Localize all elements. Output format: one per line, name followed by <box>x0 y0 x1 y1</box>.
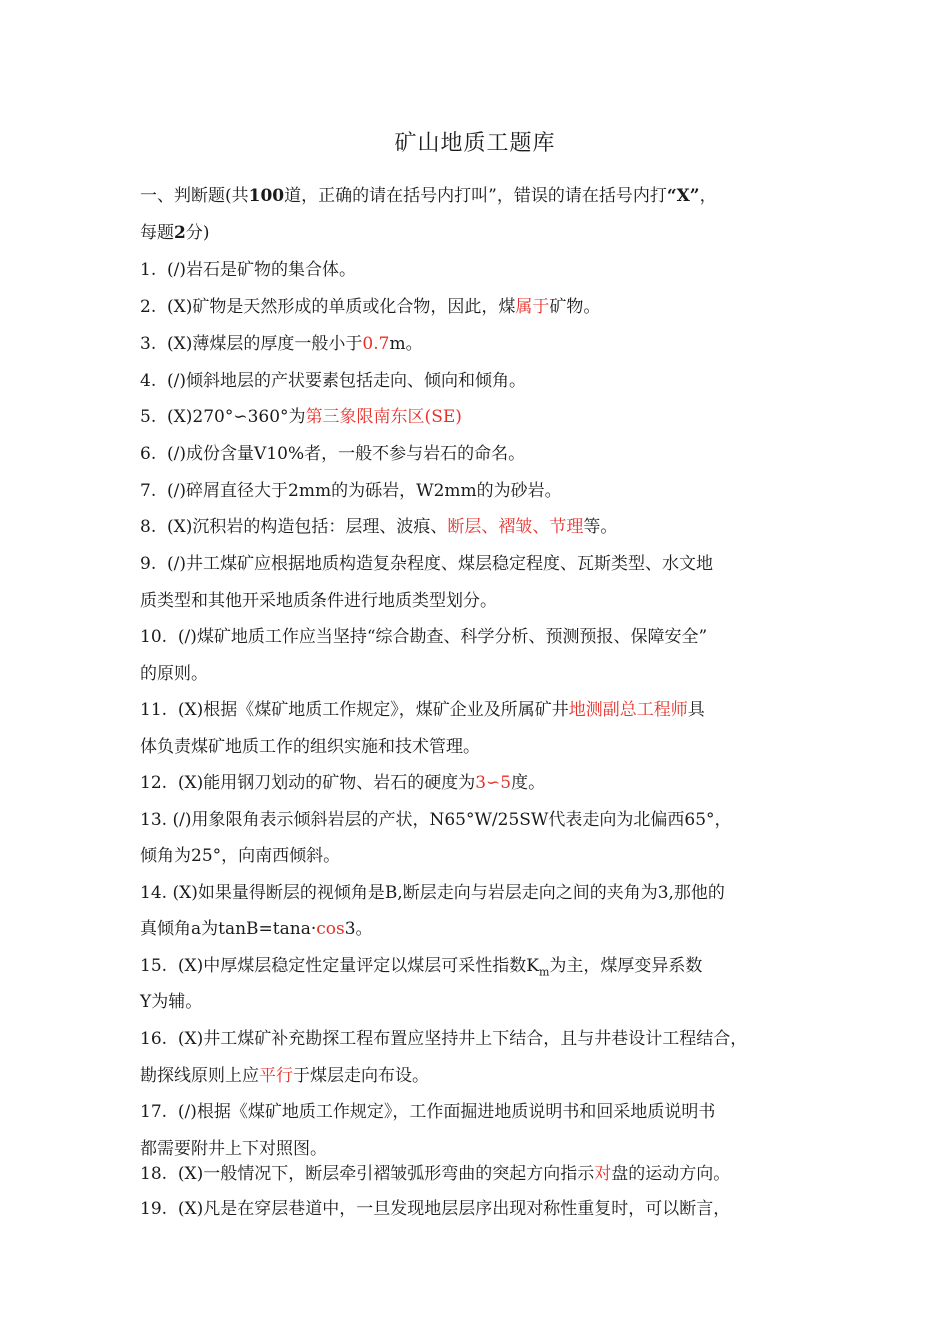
question-13 <box>140 809 732 831</box>
question-11-continuation <box>140 736 480 758</box>
question-text-end: 于煤层走向布设。 <box>293 1066 429 1086</box>
question-text: 倾角为25°，向南西倾斜。 <box>140 846 341 866</box>
question-number: 18. <box>140 1164 168 1184</box>
question-number: 1. <box>140 260 157 280</box>
question-text: (X)如果量得断层的视倾角是B,断层走向与岩层走向之间的夹角为3,那他的 <box>172 883 725 903</box>
question-text: (X)270°∽360°为 <box>167 407 306 427</box>
points-suffix: 分) <box>185 223 210 243</box>
question-2 <box>140 296 600 318</box>
question-16 <box>140 1028 747 1050</box>
question-6 <box>140 443 525 465</box>
question-13-continuation <box>140 845 340 867</box>
question-text: (X)能用钢刀划动的矿物、岩石的硬度为 <box>177 773 476 793</box>
question-text: (/)倾斜地层的产状要素包括走向、倾向和倾角。 <box>167 371 527 391</box>
question-number: 6. <box>140 444 157 464</box>
question-text: (X)中厚煤层稳定性定量评定以煤层可采性指数K <box>177 956 539 976</box>
question-10-continuation <box>140 663 208 685</box>
question-text-end: 3。 <box>344 919 373 939</box>
question-16-continuation <box>140 1065 429 1087</box>
question-12 <box>140 772 545 794</box>
question-14 <box>140 882 725 904</box>
question-15-continuation <box>140 991 202 1013</box>
question-count: 100 <box>248 186 285 206</box>
question-10 <box>140 626 707 648</box>
points-value: 2 <box>174 223 186 243</box>
subscript: m <box>538 965 550 979</box>
question-text-end: 具 <box>687 700 705 720</box>
question-3 <box>140 333 423 355</box>
question-text-end: 度。 <box>511 773 546 793</box>
question-text-end: m。 <box>389 334 423 354</box>
question-text: (X)根据《煤矿地质工作规定》，煤矿企业及所属矿井 <box>177 700 569 720</box>
question-number: 9. <box>140 554 157 574</box>
question-text: (/)根据《煤矿地质工作规定》，工作面掘进地质说明书和回采地质说明书 <box>177 1102 716 1122</box>
question-text: Y为辅。 <box>140 992 203 1012</box>
question-text: (/)井工煤矿应根据地质构造复杂程度、煤层稳定程度、瓦斯类型、水文地 <box>167 554 714 574</box>
question-11 <box>140 699 705 721</box>
highlighted-text: 断层、褶皱、节理 <box>447 517 584 537</box>
question-number: 5. <box>140 407 157 427</box>
question-number: 2. <box>140 297 157 317</box>
section-heading-line-1 <box>140 185 717 207</box>
question-number: 17. <box>140 1102 168 1122</box>
question-text: 质类型和其他开采地质条件进行地质类型划分。 <box>140 591 497 611</box>
question-number: 3. <box>140 334 157 354</box>
question-number: 4. <box>140 371 157 391</box>
punctuation: ， <box>699 186 717 206</box>
question-text: (/)岩石是矿物的集合体。 <box>167 260 357 280</box>
question-4 <box>140 370 526 392</box>
question-text: 的原则。 <box>140 664 208 684</box>
highlighted-text: 0.7 <box>362 334 390 354</box>
points-prefix: 每题 <box>140 223 174 243</box>
highlighted-text: 地测副总工程师 <box>568 700 688 720</box>
highlighted-text: 第三象限南东区(SE) <box>305 407 462 427</box>
question-number: 8. <box>140 517 157 537</box>
question-text: (/)用象限角表示倾斜岩层的产状，N65°W/25SW代表走向为北偏西65°， <box>172 810 732 830</box>
document-title: 矿山地质工题库 <box>394 131 556 156</box>
question-text: (X)一般情况下，断层牵引褶皱弧形弯曲的突起方向指示 <box>177 1164 595 1184</box>
question-19 <box>140 1198 730 1220</box>
question-text: (X)矿物是天然形成的单质或化合物，因此，煤 <box>167 297 516 317</box>
question-text: (X)薄煤层的厚度一般小于 <box>167 334 363 354</box>
question-text: 勘探线原则上应 <box>140 1066 259 1086</box>
question-text: 体负责煤矿地质工作的组织实施和技术管理。 <box>140 737 480 757</box>
question-text: 都需要附井上下对照图。 <box>140 1139 327 1159</box>
wrong-mark-text: “X” <box>666 186 700 206</box>
question-text: (/)成份含量V10%者，一般不参与岩石的命名。 <box>167 444 526 464</box>
highlighted-text: 3∽5 <box>475 773 512 793</box>
highlighted-text: cos <box>316 919 345 939</box>
question-text: 真倾角a为tanB=tana· <box>140 919 317 939</box>
question-text: (/)煤矿地质工作应当坚持“综合勘查、科学分析、预测预报、保障安全” <box>177 627 708 647</box>
question-1 <box>140 259 356 281</box>
question-text: (X)凡是在穿层巷道中，一旦发现地层层序出现对称性重复时，可以断言， <box>177 1199 731 1219</box>
highlighted-text: 对 <box>594 1164 612 1184</box>
question-17-continuation <box>140 1138 327 1160</box>
question-18 <box>140 1163 730 1185</box>
question-text: (X)井工煤矿补充勘探工程布置应坚持井上下结合，且与井巷设计工程结合， <box>177 1029 748 1049</box>
question-number: 19. <box>140 1199 168 1219</box>
question-text-end: 盘的运动方向。 <box>611 1164 731 1184</box>
question-number: 12. <box>140 773 168 793</box>
question-17 <box>140 1101 715 1123</box>
question-number: 14. <box>140 883 168 903</box>
question-14-continuation <box>140 918 373 940</box>
question-number: 16. <box>140 1029 168 1049</box>
question-number: 11. <box>140 700 168 720</box>
question-9-continuation <box>140 590 497 612</box>
question-number: 7. <box>140 481 157 501</box>
question-number: 15. <box>140 956 168 976</box>
question-text: (X)沉积岩的构造包括：层理、波痕、 <box>167 517 448 537</box>
question-text: (/)碎屑直径大于2mm的为砾岩，W2mm的为砂岩。 <box>167 481 562 501</box>
question-text-end: 等。 <box>583 517 618 537</box>
question-7 <box>140 480 562 502</box>
section-instruction-text: 道，正确的请在括号内打叫”，错误的请在括号内打 <box>284 186 667 206</box>
highlighted-text: 平行 <box>259 1066 293 1086</box>
question-8 <box>140 516 617 538</box>
question-text-end: 矿物。 <box>549 297 601 317</box>
question-15 <box>140 955 702 983</box>
question-text-end: 为主，煤厚变异系数 <box>549 956 703 976</box>
question-9 <box>140 553 713 575</box>
highlighted-text: 属于 <box>515 297 550 317</box>
question-number: 13. <box>140 810 168 830</box>
question-number: 10. <box>140 627 168 647</box>
section-heading-text: 一、判断题(共 <box>140 186 249 206</box>
section-heading-line-2 <box>140 222 209 244</box>
question-5 <box>140 406 462 428</box>
